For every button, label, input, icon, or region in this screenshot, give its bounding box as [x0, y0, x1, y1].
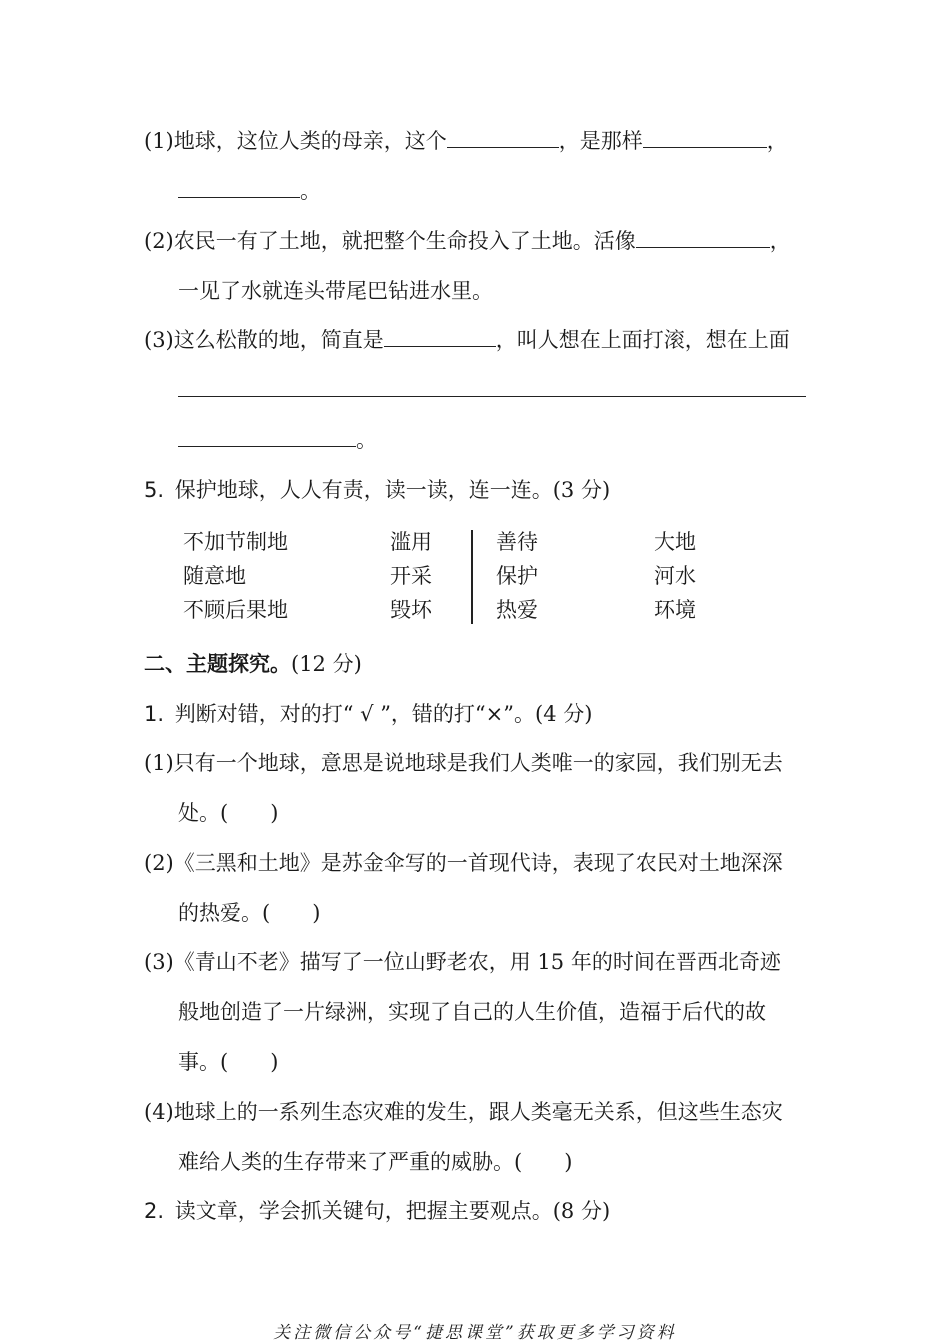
s2q1-item4-line2[interactable]: 难给人类的生存带来了严重的威胁。( )	[178, 1150, 573, 1174]
s2q1-heading	[144, 700, 592, 728]
answer-blank[interactable]	[636, 227, 770, 248]
q4-item3-text-a: (3)这么松散的地，简直是	[144, 328, 384, 352]
q4-item3-text-b: ，叫人想在上面打滚，想在上面	[495, 328, 790, 352]
match-col2-item[interactable]: 滥用	[390, 530, 432, 554]
match-col4-item[interactable]: 河水	[654, 564, 696, 588]
match-col3-item[interactable]: 热爱	[496, 598, 538, 622]
q4-item3-line1	[144, 326, 790, 354]
q4-item2-text-b: ，	[769, 229, 791, 253]
s2q1-item3-line3[interactable]: 事。( )	[178, 1050, 279, 1074]
s2q1-item1-line1: (1)只有一个地球，意思是说地球是我们人类唯一的家园，我们别无去	[144, 751, 783, 775]
q5-heading	[144, 476, 610, 504]
match-col1-item[interactable]: 不顾后果地	[183, 598, 288, 622]
q4-item3-line3	[178, 426, 377, 454]
answer-blank[interactable]	[643, 127, 767, 148]
match-col1-item[interactable]: 不加节制地	[183, 530, 288, 554]
question-number: 1.	[144, 702, 165, 726]
match-col4-item[interactable]: 大地	[654, 530, 696, 554]
q4-item3-text-c: 。	[356, 428, 377, 452]
q4-item3-line2	[178, 376, 806, 404]
q4-item1-text-d: 。	[300, 179, 321, 203]
q5-text: 保护地球，人人有责，读一读，连一连。(3 分)	[174, 478, 611, 502]
q4-item2-text-c: 一见了水就连头带尾巴钻进水里。	[178, 279, 493, 303]
s2q1-item3-line2: 般地创造了一片绿洲，实现了自己的人生价值，造福于后代的故	[178, 1000, 766, 1024]
answer-blank[interactable]	[178, 177, 300, 198]
q4-item1-line2	[178, 177, 321, 205]
section2-heading	[144, 650, 362, 678]
q4-item2-text-a: (2)农民一有了土地，就把整个生命投入了土地。活像	[144, 229, 636, 253]
footer-note: 关注微信公众号“捷思课堂”获取更多学习资料	[273, 1323, 677, 1343]
answer-blank[interactable]	[384, 326, 496, 347]
s2q1-item4-line1: (4)地球上的一系列生态灾难的发生，跟人类毫无关系，但这些生态灾	[144, 1100, 783, 1124]
match-col3-item[interactable]: 保护	[496, 564, 538, 588]
answer-blank[interactable]	[178, 426, 356, 447]
s2q1-item2-line1: (2)《三黑和土地》是苏金伞写的一首现代诗，表现了农民对土地深深	[144, 851, 783, 875]
match-col2-item[interactable]: 毁坏	[390, 598, 432, 622]
match-col4-item[interactable]: 环境	[654, 598, 696, 622]
section-title: 二、主题探究。	[144, 652, 291, 676]
q4-item1-text-a: (1)地球，这位人类的母亲，这个	[144, 129, 447, 153]
q4-item1-text-c: ，	[766, 129, 788, 153]
match-col2-item[interactable]: 开采	[390, 564, 432, 588]
s2q1-text: 判断对错，对的打“ √ ”，错的打“×”。(4 分)	[174, 702, 593, 726]
s2q2-heading	[144, 1197, 610, 1225]
s2q1-item2-line2[interactable]: 的热爱。( )	[178, 901, 321, 925]
question-number: 2.	[144, 1199, 165, 1223]
q4-item2-line1	[144, 227, 791, 255]
table-divider	[471, 530, 473, 624]
match-col3-item[interactable]: 善待	[496, 530, 538, 554]
question-number: 5.	[144, 478, 165, 502]
q4-item2-line2	[178, 277, 493, 305]
q4-item1-line1	[144, 127, 788, 155]
section-score: (12 分)	[291, 652, 362, 676]
answer-blank-long[interactable]	[178, 376, 806, 397]
s2q1-item1-line2[interactable]: 处。( )	[178, 801, 279, 825]
answer-blank[interactable]	[447, 127, 559, 148]
s2q2-text: 读文章，学会抓关键句，把握主要观点。(8 分)	[174, 1199, 611, 1223]
q4-item1-text-b: ，是那样	[558, 129, 643, 153]
s2q1-item3-line1: (3)《青山不老》描写了一位山野老农，用 15 年的时间在晋西北奇迹	[144, 950, 781, 974]
match-col1-item[interactable]: 随意地	[183, 564, 246, 588]
